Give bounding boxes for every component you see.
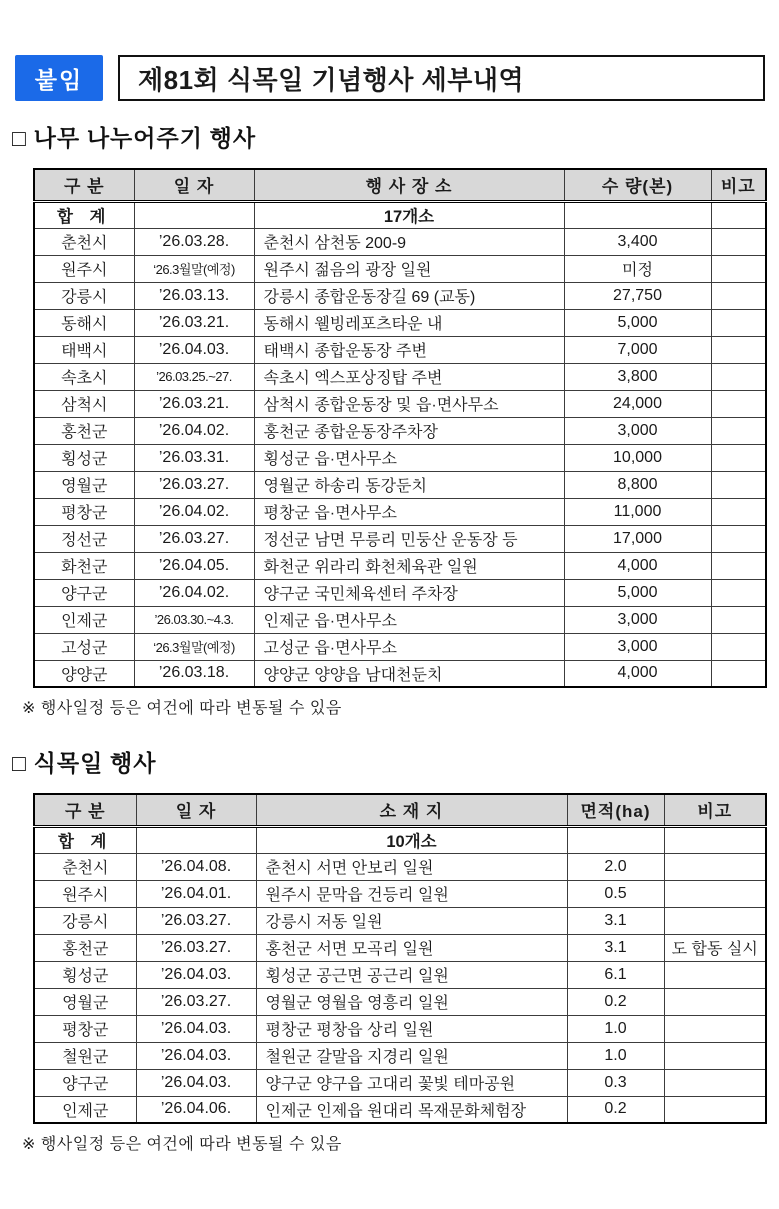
place-cell: 횡성군 읍·면사무소 bbox=[254, 444, 564, 471]
date-cell: ’26.04.03. bbox=[136, 1069, 256, 1096]
region-cell: 영월군 bbox=[34, 471, 134, 498]
region-cell: 동해시 bbox=[34, 309, 134, 336]
column-header-0: 구 분 bbox=[34, 169, 134, 201]
value-cell: 0.2 bbox=[567, 1096, 664, 1123]
date-cell: ’26.03.27. bbox=[134, 471, 254, 498]
place-cell: 춘천시 삼천동 200-9 bbox=[254, 228, 564, 255]
note-cell bbox=[664, 1015, 766, 1042]
total-row bbox=[34, 826, 766, 853]
column-header-1: 일 자 bbox=[134, 169, 254, 201]
value-cell: 11,000 bbox=[564, 498, 711, 525]
value-cell: 5,000 bbox=[564, 579, 711, 606]
region-cell: 강릉시 bbox=[34, 282, 134, 309]
total-row bbox=[34, 201, 766, 228]
value-cell: 10,000 bbox=[564, 444, 711, 471]
date-cell: ‘26.3월말(예정) bbox=[134, 255, 254, 282]
note-cell bbox=[711, 201, 766, 228]
note-cell bbox=[711, 309, 766, 336]
region-cell: 춘천시 bbox=[34, 853, 136, 880]
value-cell: 1.0 bbox=[567, 1015, 664, 1042]
date-cell: ’26.03.30.~4.3. bbox=[134, 606, 254, 633]
value-cell: 4,000 bbox=[564, 552, 711, 579]
document-page bbox=[0, 55, 779, 1209]
region-cell: 양구군 bbox=[34, 1069, 136, 1096]
note-cell bbox=[711, 282, 766, 309]
region-cell: 화천군 bbox=[34, 552, 134, 579]
place-cell: 화천군 위라리 화천체육관 일원 bbox=[254, 552, 564, 579]
value-cell: 1.0 bbox=[567, 1042, 664, 1069]
column-header-4: 비고 bbox=[711, 169, 766, 201]
table-row bbox=[34, 853, 766, 880]
date-cell: ’26.03.28. bbox=[134, 228, 254, 255]
region-cell: 홍천군 bbox=[34, 934, 136, 961]
value-cell: 27,750 bbox=[564, 282, 711, 309]
note-cell bbox=[664, 1042, 766, 1069]
region-cell: 속초시 bbox=[34, 363, 134, 390]
value-cell: 3,000 bbox=[564, 633, 711, 660]
region-cell: 양양군 bbox=[34, 660, 134, 687]
value-cell: 24,000 bbox=[564, 390, 711, 417]
region-cell: 원주시 bbox=[34, 880, 136, 907]
table-row bbox=[34, 390, 766, 417]
note-cell bbox=[711, 444, 766, 471]
section-tree-distribution bbox=[0, 120, 779, 718]
note-cell bbox=[711, 660, 766, 687]
place-cell: 강릉시 저동 일원 bbox=[256, 907, 567, 934]
table-row bbox=[34, 444, 766, 471]
note-cell bbox=[664, 961, 766, 988]
table-row bbox=[34, 525, 766, 552]
value-cell bbox=[564, 201, 711, 228]
place-cell: 10개소 bbox=[256, 826, 567, 853]
table-row bbox=[34, 471, 766, 498]
place-cell: 홍천군 서면 모곡리 일원 bbox=[256, 934, 567, 961]
note-cell bbox=[711, 336, 766, 363]
note-cell bbox=[711, 255, 766, 282]
table-row bbox=[34, 934, 766, 961]
date-cell: ’26.04.06. bbox=[136, 1096, 256, 1123]
value-cell: 5,000 bbox=[564, 309, 711, 336]
section-heading-tree-distribution: □ 나무 나누어주기 행사 bbox=[12, 126, 257, 151]
note-cell bbox=[711, 390, 766, 417]
column-header-3: 수 량(본) bbox=[564, 169, 711, 201]
table-row bbox=[34, 1015, 766, 1042]
note-cell bbox=[711, 417, 766, 444]
column-header-1: 일 자 bbox=[136, 794, 256, 826]
value-cell: 0.3 bbox=[567, 1069, 664, 1096]
header-row bbox=[34, 794, 766, 826]
place-cell: 철원군 갈말읍 지경리 일원 bbox=[256, 1042, 567, 1069]
column-header-2: 소 재 지 bbox=[256, 794, 567, 826]
note-cell bbox=[664, 880, 766, 907]
place-cell: 영월군 영월읍 영흥리 일원 bbox=[256, 988, 567, 1015]
region-cell: 양구군 bbox=[34, 579, 134, 606]
place-cell: 태백시 종합운동장 주변 bbox=[254, 336, 564, 363]
value-cell: 6.1 bbox=[567, 961, 664, 988]
place-cell: 홍천군 종합운동장주차장 bbox=[254, 417, 564, 444]
page-title: 제81회 식목일 기념행사 세부내역 bbox=[138, 64, 525, 95]
date-cell: ’26.03.27. bbox=[134, 525, 254, 552]
date-cell: ’26.04.05. bbox=[134, 552, 254, 579]
region-cell: 영월군 bbox=[34, 988, 136, 1015]
note-cell bbox=[664, 1069, 766, 1096]
date-cell: ’26.04.03. bbox=[136, 1042, 256, 1069]
note-cell bbox=[711, 363, 766, 390]
value-cell: 미정 bbox=[564, 255, 711, 282]
region-cell: 평창군 bbox=[34, 1015, 136, 1042]
date-cell: ’26.03.31. bbox=[134, 444, 254, 471]
place-cell: 양양군 양양읍 남대천둔치 bbox=[254, 660, 564, 687]
arbor-day-event-footnote: ※ 행사일정 등은 여건에 따라 변동될 수 있음 bbox=[22, 1136, 342, 1153]
region-cell: 합 계 bbox=[34, 826, 136, 853]
place-cell: 원주시 젊음의 광장 일원 bbox=[254, 255, 564, 282]
note-cell bbox=[711, 579, 766, 606]
date-cell bbox=[134, 201, 254, 228]
region-cell: 합 계 bbox=[34, 201, 134, 228]
note-cell bbox=[711, 633, 766, 660]
date-cell bbox=[136, 826, 256, 853]
tree-distribution-table bbox=[33, 168, 767, 688]
date-cell: ’26.04.02. bbox=[134, 579, 254, 606]
place-cell: 원주시 문막읍 건등리 일원 bbox=[256, 880, 567, 907]
region-cell: 강릉시 bbox=[34, 907, 136, 934]
place-cell: 양구군 국민체육센터 주차장 bbox=[254, 579, 564, 606]
value-cell: 0.2 bbox=[567, 988, 664, 1015]
table-row bbox=[34, 907, 766, 934]
table-row bbox=[34, 417, 766, 444]
column-header-3: 면적(ha) bbox=[567, 794, 664, 826]
region-cell: 인제군 bbox=[34, 606, 134, 633]
table-row bbox=[34, 1042, 766, 1069]
region-cell: 인제군 bbox=[34, 1096, 136, 1123]
note-cell bbox=[711, 498, 766, 525]
place-cell: 양구군 양구읍 고대리 꽃빛 테마공원 bbox=[256, 1069, 567, 1096]
date-cell: ’26.04.03. bbox=[134, 336, 254, 363]
table-row bbox=[34, 880, 766, 907]
table-row bbox=[34, 660, 766, 687]
value-cell: 3,400 bbox=[564, 228, 711, 255]
date-cell: ’26.04.01. bbox=[136, 880, 256, 907]
region-cell: 춘천시 bbox=[34, 228, 134, 255]
place-cell: 춘천시 서면 안보리 일원 bbox=[256, 853, 567, 880]
table-row bbox=[34, 633, 766, 660]
title-box bbox=[118, 55, 765, 101]
column-header-2: 행 사 장 소 bbox=[254, 169, 564, 201]
value-cell bbox=[567, 826, 664, 853]
table-row bbox=[34, 579, 766, 606]
place-cell: 동해시 웰빙레포츠타운 내 bbox=[254, 309, 564, 336]
table-row bbox=[34, 988, 766, 1015]
place-cell: 영월군 하송리 동강둔치 bbox=[254, 471, 564, 498]
value-cell: 3,000 bbox=[564, 606, 711, 633]
place-cell: 17개소 bbox=[254, 201, 564, 228]
place-cell: 평창군 평창읍 상리 일원 bbox=[256, 1015, 567, 1042]
value-cell: 8,800 bbox=[564, 471, 711, 498]
table-row bbox=[34, 1096, 766, 1123]
value-cell: 3.1 bbox=[567, 934, 664, 961]
date-cell: ’26.03.27. bbox=[136, 907, 256, 934]
note-cell bbox=[664, 907, 766, 934]
note-cell: 도 합동 실시 bbox=[664, 934, 766, 961]
note-cell bbox=[711, 228, 766, 255]
table-row bbox=[34, 255, 766, 282]
date-cell: ’26.04.03. bbox=[136, 1015, 256, 1042]
place-cell: 인제군 읍·면사무소 bbox=[254, 606, 564, 633]
place-cell: 강릉시 종합운동장길 69 (교동) bbox=[254, 282, 564, 309]
place-cell: 고성군 읍·면사무소 bbox=[254, 633, 564, 660]
table-row bbox=[34, 282, 766, 309]
region-cell: 원주시 bbox=[34, 255, 134, 282]
table-row bbox=[34, 606, 766, 633]
region-cell: 고성군 bbox=[34, 633, 134, 660]
table-row bbox=[34, 552, 766, 579]
date-cell: ’26.04.02. bbox=[134, 498, 254, 525]
note-cell bbox=[664, 1096, 766, 1123]
table-row bbox=[34, 498, 766, 525]
arbor-day-event-table bbox=[33, 793, 767, 1124]
value-cell: 4,000 bbox=[564, 660, 711, 687]
date-cell: ’26.04.08. bbox=[136, 853, 256, 880]
document-header bbox=[15, 55, 765, 101]
place-cell: 삼척시 종합운동장 및 읍·면사무소 bbox=[254, 390, 564, 417]
date-cell: ’26.03.21. bbox=[134, 309, 254, 336]
value-cell: 3,000 bbox=[564, 417, 711, 444]
value-cell: 17,000 bbox=[564, 525, 711, 552]
date-cell: ’26.04.02. bbox=[134, 417, 254, 444]
region-cell: 삼척시 bbox=[34, 390, 134, 417]
section-arbor-day-event bbox=[0, 745, 779, 1154]
note-cell bbox=[711, 606, 766, 633]
region-cell: 횡성군 bbox=[34, 444, 134, 471]
value-cell: 2.0 bbox=[567, 853, 664, 880]
note-cell bbox=[664, 853, 766, 880]
table-row bbox=[34, 336, 766, 363]
value-cell: 3.1 bbox=[567, 907, 664, 934]
region-cell: 철원군 bbox=[34, 1042, 136, 1069]
date-cell: ’26.03.27. bbox=[136, 988, 256, 1015]
date-cell: ’26.03.21. bbox=[134, 390, 254, 417]
section-heading-arbor-day-event: □ 식목일 행사 bbox=[12, 751, 157, 776]
table-row bbox=[34, 1069, 766, 1096]
note-cell bbox=[711, 552, 766, 579]
value-cell: 0.5 bbox=[567, 880, 664, 907]
note-cell bbox=[664, 826, 766, 853]
value-cell: 3,800 bbox=[564, 363, 711, 390]
column-header-0: 구 분 bbox=[34, 794, 136, 826]
date-cell: ’26.03.13. bbox=[134, 282, 254, 309]
place-cell: 정선군 남면 무릉리 민둥산 운동장 등 bbox=[254, 525, 564, 552]
region-cell: 태백시 bbox=[34, 336, 134, 363]
region-cell: 횡성군 bbox=[34, 961, 136, 988]
table-row bbox=[34, 228, 766, 255]
region-cell: 홍천군 bbox=[34, 417, 134, 444]
note-cell bbox=[664, 988, 766, 1015]
tree-distribution-footnote: ※ 행사일정 등은 여건에 따라 변동될 수 있음 bbox=[22, 700, 342, 717]
place-cell: 인제군 인제읍 원대리 목재문화체험장 bbox=[256, 1096, 567, 1123]
table-row bbox=[34, 961, 766, 988]
region-cell: 정선군 bbox=[34, 525, 134, 552]
date-cell: ’26.03.27. bbox=[136, 934, 256, 961]
place-cell: 횡성군 공근면 공근리 일원 bbox=[256, 961, 567, 988]
value-cell: 7,000 bbox=[564, 336, 711, 363]
date-cell: ’26.03.25.~27. bbox=[134, 363, 254, 390]
place-cell: 평창군 읍·면사무소 bbox=[254, 498, 564, 525]
note-cell bbox=[711, 471, 766, 498]
place-cell: 속초시 엑스포상징탑 주변 bbox=[254, 363, 564, 390]
column-header-4: 비고 bbox=[664, 794, 766, 826]
note-cell bbox=[711, 525, 766, 552]
date-cell: ’26.03.18. bbox=[134, 660, 254, 687]
table-row bbox=[34, 309, 766, 336]
header-row bbox=[34, 169, 766, 201]
attachment-badge: 붙임 bbox=[15, 55, 103, 101]
date-cell: ‘26.3월말(예정) bbox=[134, 633, 254, 660]
date-cell: ’26.04.03. bbox=[136, 961, 256, 988]
region-cell: 평창군 bbox=[34, 498, 134, 525]
table-row bbox=[34, 363, 766, 390]
